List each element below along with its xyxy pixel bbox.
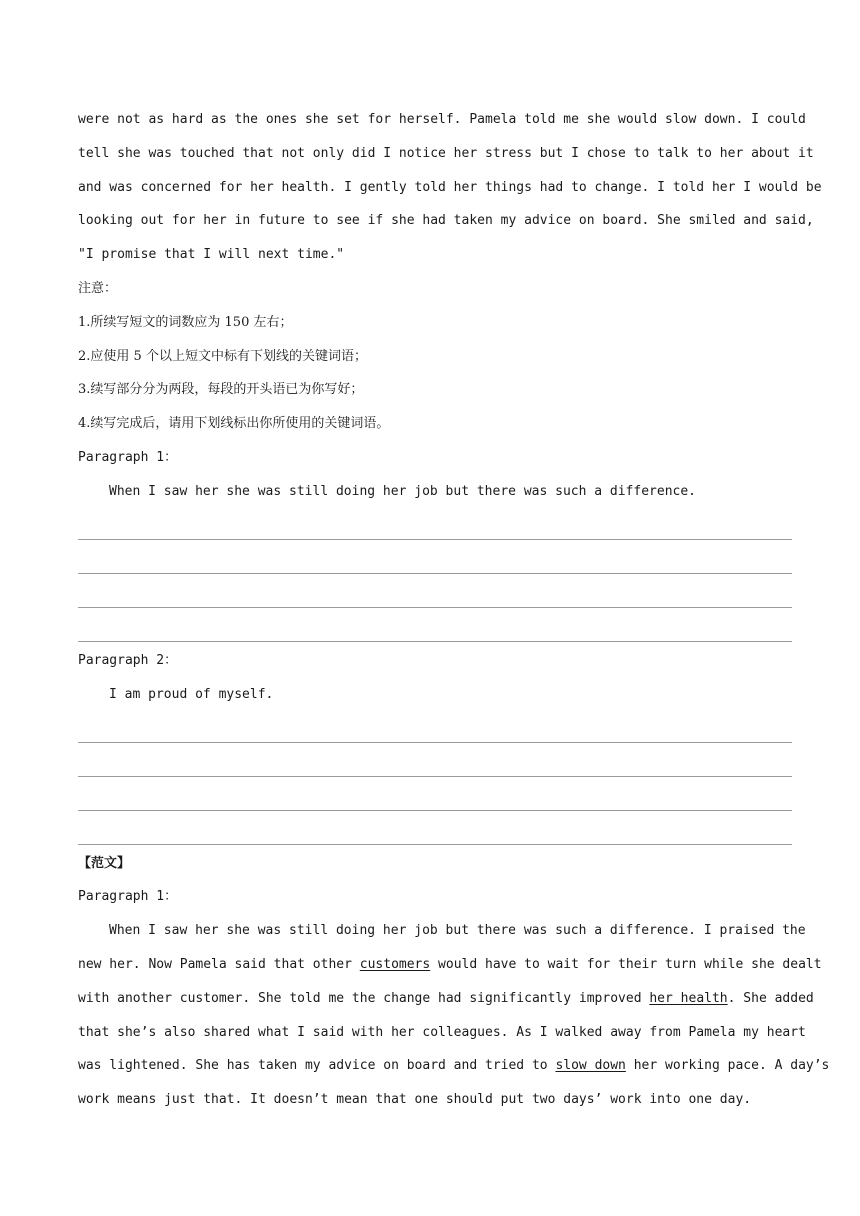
sample-line: work means just that. It doesn’t mean that one should put two days’ work into one day. <box>78 1092 752 1108</box>
note-item: 3.续写部分分为两段，每段的开头语已为你写好； <box>78 382 364 398</box>
writing-line[interactable] <box>78 576 784 610</box>
passage-line: looking out for her in future to see if she had taken my advice on board. She smiled and said, <box>78 213 814 229</box>
sample-line <box>78 948 822 982</box>
passage-line: tell she was touched that not only did I notice her stress but I chose to talk to her about it <box>78 145 814 161</box>
writing-line[interactable] <box>78 745 784 779</box>
sample-heading: 【范文】 <box>78 855 131 871</box>
sample-text: . She added <box>727 990 814 1006</box>
note-item: 1.所续写短文的词数应为 150 左右； <box>78 314 293 330</box>
sample-text: would have to wait for their turn while she dealt <box>430 956 822 972</box>
writing-line[interactable] <box>78 711 784 745</box>
passage-line: were not as hard as the ones she set for herself. Pamela told me she would slow down. I could <box>78 112 806 127</box>
sample-text: new her. Now Pamela said that other <box>78 956 360 972</box>
paragraph2-label: Paragraph 2： <box>78 652 178 668</box>
keyword-underlined: her health <box>649 990 728 1006</box>
passage-line: "I promise that I will next time." <box>78 247 345 263</box>
writing-line[interactable] <box>78 779 784 813</box>
sample-line <box>78 982 814 1016</box>
sample-text: with another customer. She told me the change had significantly improved <box>78 990 650 1006</box>
passage-line: and was concerned for her health. I gently told her things had to change. I told her I would be <box>78 179 822 195</box>
sample-paragraph-label: Paragraph 1： <box>78 889 178 905</box>
paragraph2-opening: I am proud of myself. <box>109 686 274 702</box>
sample-text: was lightened. She has taken my advice on board and tried to <box>78 1058 556 1074</box>
keyword-underlined: customers <box>359 956 431 972</box>
sample-line <box>78 1049 830 1083</box>
document-page <box>78 103 830 1117</box>
note-item: 4.续写完成后，请用下划线标出你所使用的关键词语。 <box>78 416 390 432</box>
writing-line[interactable] <box>78 610 784 644</box>
notes-heading: 注意： <box>78 280 118 296</box>
paragraph1-label: Paragraph 1： <box>78 449 178 465</box>
writing-line[interactable] <box>78 542 784 576</box>
sample-line: that she’s also shared what I said with her colleagues. As I walked away from Pamela my heart <box>78 1024 806 1040</box>
note-item: 2.应使用 5 个以上短文中标有下划线的关键词语； <box>78 348 367 364</box>
writing-line[interactable] <box>78 509 784 543</box>
writing-line[interactable] <box>78 813 784 847</box>
paragraph1-opening: When I saw her she was still doing her job but there was such a difference. <box>109 483 696 499</box>
keyword-underlined: slow down <box>555 1058 626 1074</box>
sample-text: her working pace. A day’s <box>625 1058 830 1074</box>
sample-line: When I saw her she was still doing her job but there was such a difference. I praised the <box>109 923 806 939</box>
